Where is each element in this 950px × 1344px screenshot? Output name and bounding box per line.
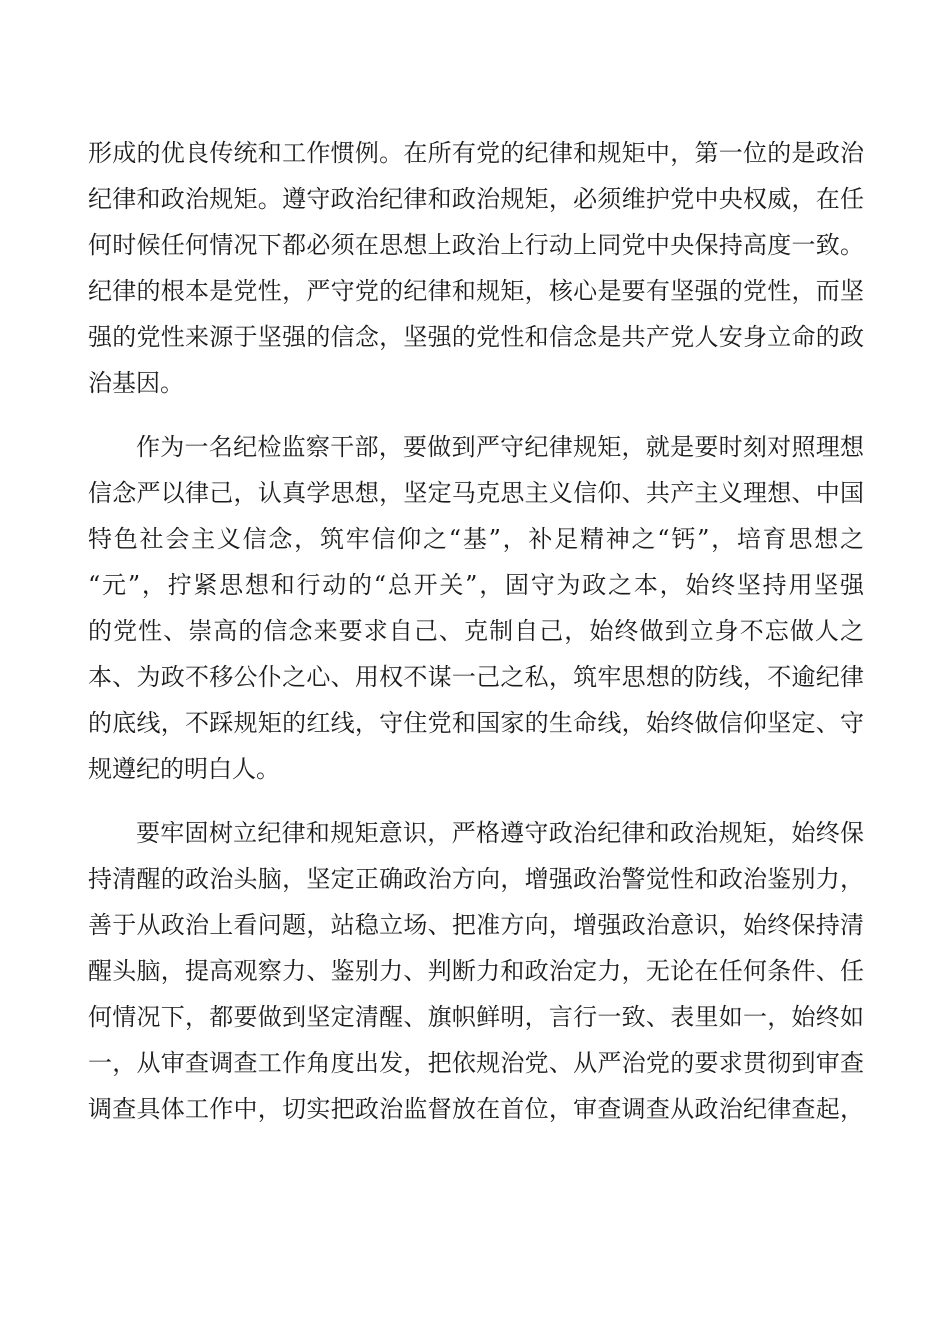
- text-line: 一，从审查调查工作角度出发，把依规治党、从严治党的要求贯彻到审查: [88, 1049, 864, 1077]
- text-line: 治基因。: [88, 369, 184, 397]
- paragraph-1: [88, 130, 864, 406]
- paragraph-3: [88, 810, 864, 1132]
- text-line: 调查具体工作中，切实把政治监督放在首位，审查调查从政治纪律查起，: [88, 1095, 864, 1123]
- text-line: 善于从政治上看问题，站稳立场、把准方向，增强政治意识，始终保持清: [88, 911, 864, 939]
- text-line: 信念严以律己，认真学思想，坚定马克思主义信仰、共产主义理想、中国: [88, 479, 864, 507]
- text-line: 要牢固树立纪律和规矩意识，严格遵守政治纪律和政治规矩，始终保: [136, 819, 864, 847]
- paragraph-2: [88, 424, 864, 792]
- text-line: 的底线，不踩规矩的红线，守住党和国家的生命线，始终做信仰坚定、守: [88, 709, 864, 737]
- text-line: 规遵纪的明白人。: [88, 755, 280, 783]
- text-line: 持清醒的政治头脑，坚定正确政治方向，增强政治警觉性和政治鉴别力，: [88, 865, 864, 893]
- text-line: 何时候任何情况下都必须在思想上政治上行动上同党中央保持高度一致。: [88, 231, 864, 259]
- text-line: 醒头脑，提高观察力、鉴别力、判断力和政治定力，无论在任何条件、任: [88, 957, 864, 985]
- document-body: [88, 130, 864, 1132]
- text-line: 纪律的根本是党性，严守党的纪律和规矩，核心是要有坚强的党性，而坚: [88, 277, 864, 305]
- text-line: 何情况下，都要做到坚定清醒、旗帜鲜明，言行一致、表里如一，始终如: [88, 1003, 864, 1031]
- text-line: 特色社会主义信念，筑牢信仰之“基”，补足精神之“钙”，培育思想之: [88, 525, 864, 553]
- text-line: 作为一名纪检监察干部，要做到严守纪律规矩，就是要时刻对照理想: [136, 433, 864, 461]
- paragraph-gap: [88, 406, 864, 424]
- text-line: 纪律和政治规矩。遵守政治纪律和政治规矩，必须维护党中央权威，在任: [88, 185, 864, 213]
- text-line: 形成的优良传统和工作惯例。在所有党的纪律和规矩中，第一位的是政治: [88, 139, 864, 167]
- paragraph-gap: [88, 792, 864, 810]
- text-line: 强的党性来源于坚强的信念，坚强的党性和信念是共产党人安身立命的政: [88, 323, 864, 351]
- text-line: 的党性、崇高的信念来要求自己、克制自己，始终做到立身不忘做人之: [88, 617, 864, 645]
- text-line: “元”，拧紧思想和行动的“总开关”，固守为政之本，始终坚持用坚强: [88, 571, 864, 599]
- text-line: 本、为政不移公仆之心、用权不谋一己之私，筑牢思想的防线，不逾纪律: [88, 663, 864, 691]
